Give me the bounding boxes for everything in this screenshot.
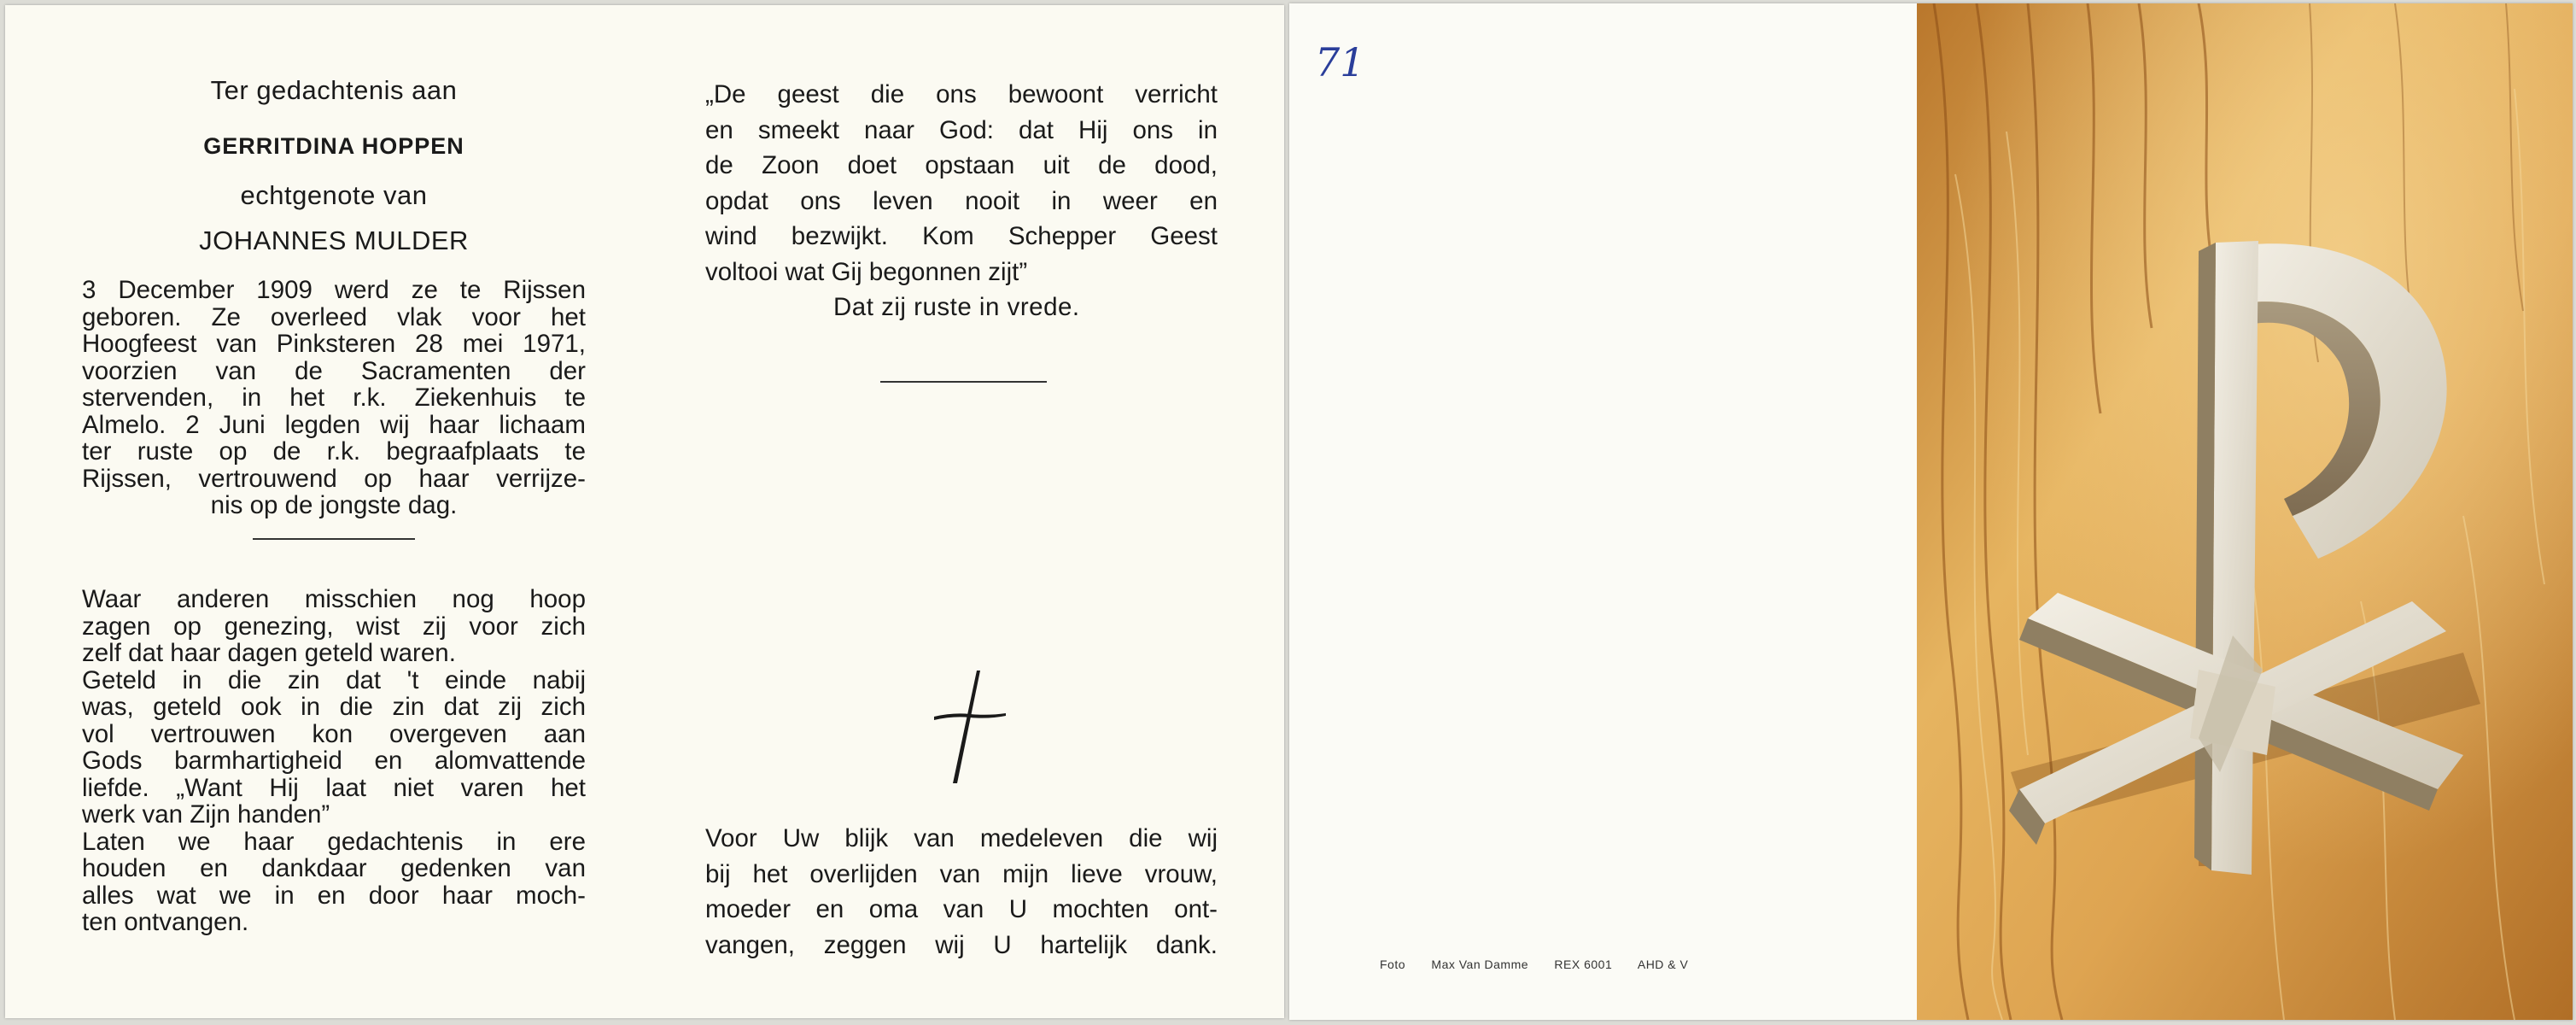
intro-text: Ter gedachtenis aan [210,75,458,105]
credit-label: Foto [1380,958,1406,971]
closing-text: Dat zij ruste in vrede. [833,293,1080,321]
thanks-line: Voor Uw blijk van medeleven die wij [705,824,1218,852]
reflection-line: Geteld in die zin dat 't einde nabij [82,665,586,694]
prayer-line: en smeekt naar God: dat Hij ons in [705,115,1218,144]
reflection-line: Waar anderen misschien nog hoop [82,585,586,613]
bio-line: stervenden, in het r.k. Ziekenhuis te [82,384,586,412]
photo-credits [1380,958,1710,971]
reflection-line: zelf dat haar dagen geteld waren. [82,639,456,667]
reflection-line: Laten we haar gedachtenis in ere [82,827,586,856]
right-column [705,5,1218,1018]
reflection-line: was, geteld ook in die zin dat zij zich [82,693,586,721]
reflection-line: werk van Zijn handen” [82,800,330,829]
thanks-line: bij het overlijden van mijn lieve vrouw, [705,859,1218,888]
reflection-line: alles wat we in en door haar moch- [82,881,586,910]
prayer-line: „De geest die ons bewoont verricht [705,80,1218,108]
outside-spread [1289,3,2573,1020]
prayer-line: wind bezwijkt. Kom Schepper Geest [705,222,1218,250]
chi-rho-photo [1917,3,2573,1020]
thanks-paragraph [705,821,1218,963]
thanks-line: vangen, zeggen wij U hartelijk dank. [705,930,1218,959]
bio-line: 3 December 1909 werd ze te Rijssen [82,276,586,304]
bio-line: voorzien van de Sacramenten der [82,356,586,385]
reflection-line: liefde. „Want Hij laat niet varen het [82,773,586,802]
bio-line: nis op de jongste dag. [210,491,458,519]
spouse-name: JOHANNES MULDER [199,226,469,255]
archive-number: 71 [1315,39,1365,85]
left-column [82,5,586,1018]
reflection-line: zagen op genezing, wist zij voor zich [82,612,586,641]
biography-paragraph [82,277,586,519]
reflection-paragraph [82,586,586,936]
reflection-line: ten ontvangen. [82,908,249,936]
chi-rho-icon [1917,3,2573,1020]
prayer-line: opdat ons leven nooit in weer en [705,186,1218,215]
reflection-line: Gods barmhartigheid en alomvattende [82,747,586,775]
prayer-line: de Zoon doet opstaan uit de dood, [705,151,1218,179]
inside-spread [5,5,1284,1018]
divider-rule [880,381,1047,383]
bio-line: ter ruste op de r.k. begraafplaats te [82,437,586,466]
bio-line: Hoogfeest van Pinksteren 28 mei 1971, [82,330,586,358]
cross-icon [927,667,1013,787]
thanks-line: moeder en oma van U mochten ont- [705,895,1218,923]
divider-rule [253,538,415,540]
bio-line: Rijssen, vertrouwend op haar verrijze- [82,464,586,493]
reflection-line: vol vertrouwen kon overgeven aan [82,719,586,748]
reflection-line: houden en dankdaar gedenken van [82,854,586,882]
bio-line: Almelo. 2 Juni legden wij haar lichaam [82,410,586,439]
prayer-paragraph [705,77,1218,290]
bio-line: geboren. Ze overleed vlak voor het [82,302,586,331]
deceased-name: GERRITDINA HOPPEN [203,133,464,159]
credit-photographer: Max Van Damme [1431,958,1529,971]
relation-text: echtgenote van [240,180,428,210]
credit-publisher: AHD & V [1637,958,1689,971]
prayer-line: voltooi wat Gij begonnen zijt” [705,257,1028,286]
credit-series: REX 6001 [1554,958,1613,971]
